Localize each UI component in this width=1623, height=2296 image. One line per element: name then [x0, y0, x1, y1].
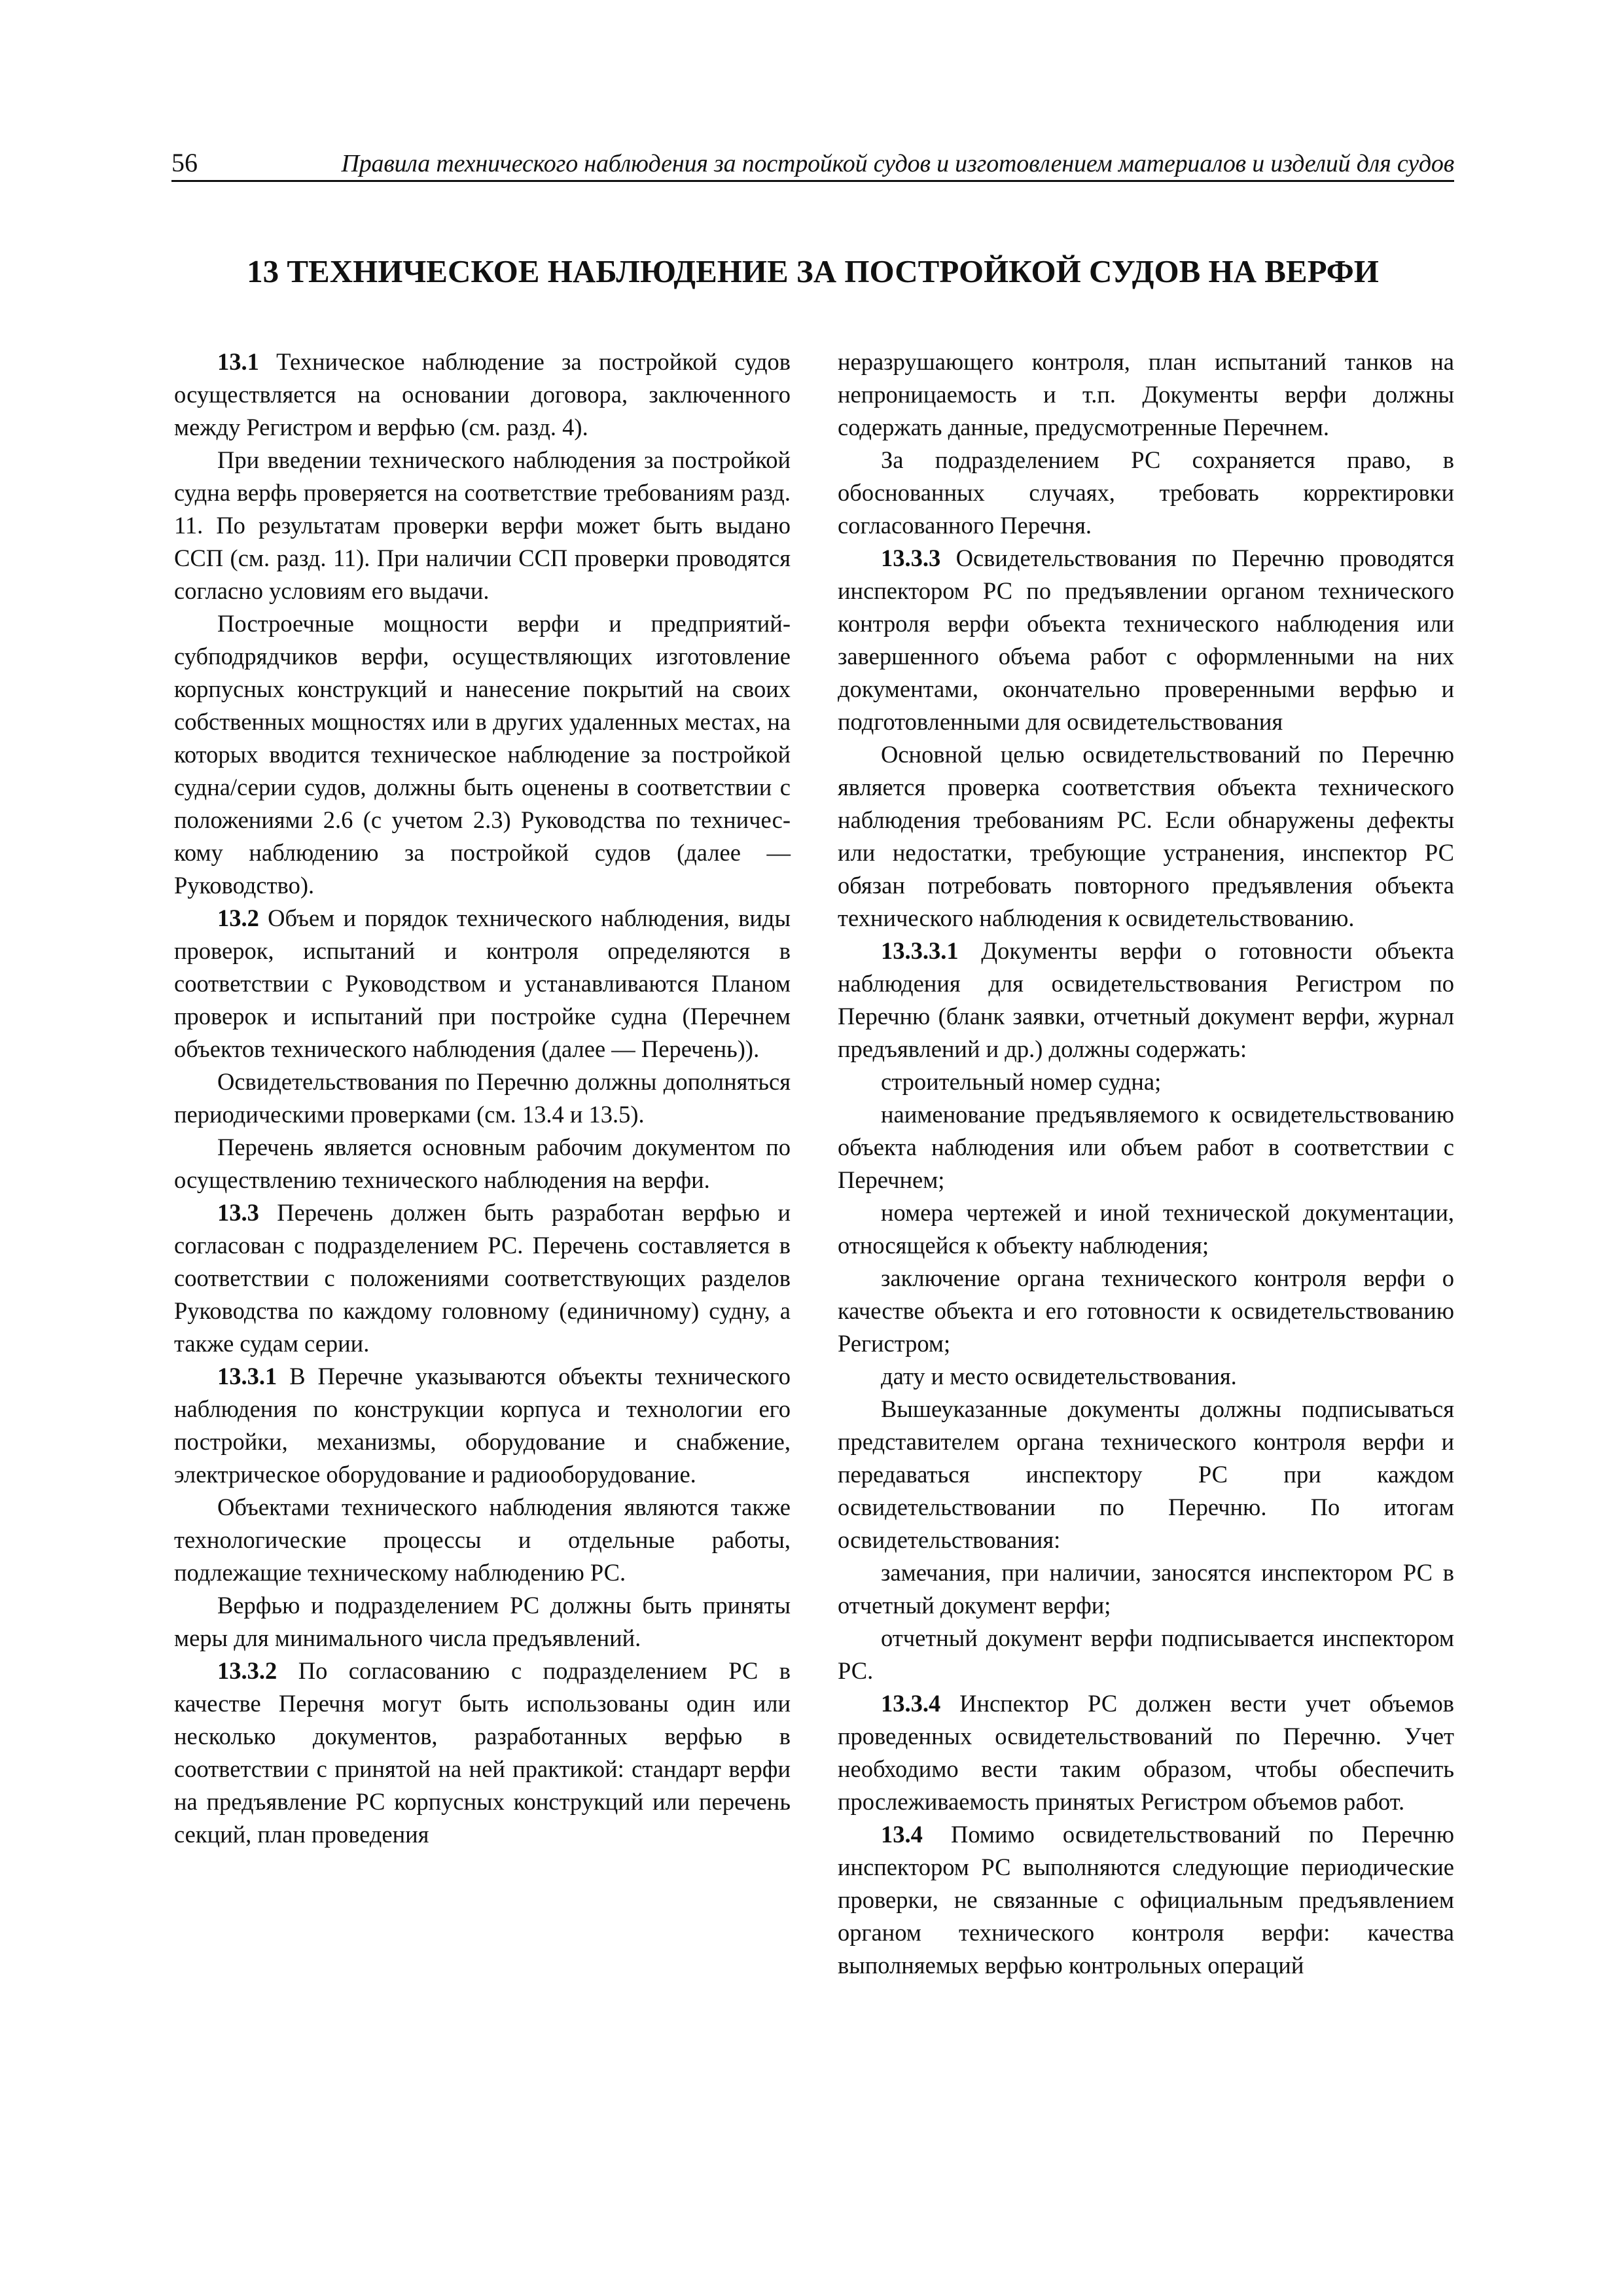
section-number: 13.1 — [217, 348, 259, 375]
chapter-title: 13 ТЕХНИЧЕСКОЕ НАБЛЮДЕНИЕ ЗА ПОСТРОЙКОЙ СУДОВ НА ВЕРФИ — [247, 253, 1379, 289]
paragraph — [838, 1196, 1454, 1262]
left-column — [174, 346, 791, 1982]
paragraph-text: Освидетельствования по Перечню должны дополняться периодическими проверками (см. 13.4 и 13.5). — [174, 1068, 791, 1128]
section-number: 13.3.4 — [881, 1690, 941, 1717]
paragraph — [174, 902, 791, 1066]
paragraph-text: неразрушающего контроля, план испытаний танков на непроницаемость и т.п. Документы верфи должны содержать данные, предусмотренные Перечнем. — [838, 348, 1454, 440]
section-number: 13.3.2 — [217, 1657, 277, 1684]
paragraph — [838, 346, 1454, 444]
paragraph-text: Объем и порядок технического наблюдения, виды проверок, испытаний и контроля определяются в соответствии с Руководством и устанавливаются Планом проверок и испытаний при постройке судна (Перечнем объектов технического наблюдения (далее — Перечень)). — [174, 905, 791, 1062]
paragraph — [838, 935, 1454, 1066]
section-number: 13.3.3.1 — [881, 937, 959, 964]
paragraph-text: Перечень является основным рабочим документом по осуществлению технического наблюдения на верфи. — [174, 1134, 791, 1193]
paragraph-text: Построечные мощности верфи и предприятий-субподрядчиков верфи, осуществляющих изготовление корпусных конструкций и нанесение покрытий на своих собственных мощностях или в других удаленных местах, на которых вводится техническое наблюдение за постройкой судна/серии судов, должны быть оценены в соответствии с положениями 2.6 (с учетом 2.3) Руководства по техническому наблюдению за постройкой судов (далее — Руководство). — [174, 610, 791, 899]
paragraph — [174, 346, 791, 444]
paragraph — [838, 1262, 1454, 1360]
paragraph-text: При введении технического наблюдения за постройкой судна верфь проверяется на соответствие требованиям разд. 11. По результатам проверки верфи может быть выдано ССП (см. разд. 11). При наличии ССП проверки проводятся согласно условиям его выдачи. — [174, 446, 791, 604]
paragraph — [174, 1131, 791, 1196]
paragraph-text: Основной целью освидетельствований по Перечню является проверка соответствия объекта технического наблюдения требованиям РС. Если обнаружены дефекты или недостатки, требующие устранения, инспектор РС обязан потребовать повторного предъявления объекта технического наблюдения к освидетельствованию. — [838, 741, 1454, 931]
paragraph — [174, 1589, 791, 1655]
paragraph — [838, 444, 1454, 542]
paragraph-text: Верфью и подразделением РС должны быть приняты меры для минимального числа предъявлений. — [174, 1592, 791, 1651]
paragraph-text: Перечень должен быть разработан верфью и согласован с подразделением РС. Перечень составляется в соответствии с положениями соответствующих разделов Руководства по каждому головному (единичному) судну, а также судам серии. — [174, 1199, 791, 1357]
right-column — [838, 346, 1454, 1982]
section-number: 13.3.1 — [217, 1363, 277, 1390]
section-number: 13.3 — [217, 1199, 259, 1226]
paragraph — [174, 1491, 791, 1589]
paragraph-text: наименование предъявляемого к освидетельствованию объекта наблюдения или объем работ в соответствии с Перечнем; — [838, 1101, 1454, 1193]
paragraph-text: номера чертежей и иной технической документации, относящейся к объекту наблюдения; — [838, 1199, 1454, 1259]
page-header — [171, 140, 1454, 182]
paragraph-text: В Перечне указываются объекты технического наблюдения по конструкции корпуса и технологии его постройки, механизмы, оборудование и снабжение, электрическое оборудование и радиооборудование. — [174, 1363, 791, 1488]
paragraph — [838, 1393, 1454, 1556]
paragraph-text: Объектами технического наблюдения являются также технологические процессы и отдельные работы, подлежащие техническому наблюдению РС. — [174, 1494, 791, 1586]
paragraph — [174, 1655, 791, 1851]
paragraph — [838, 1687, 1454, 1818]
paragraph-text: Техническое наблюдение за постройкой судов осуществляется на основании договора, заключенного между Регистром и верфью (см. разд. 4). — [174, 348, 791, 440]
paragraph-text: заключение органа технического контроля верфи о качестве объекта и его готовности к освидетельствованию Регистром; — [838, 1265, 1454, 1357]
paragraph-text: дату и место освидетельствования. — [881, 1363, 1237, 1390]
paragraph-text: Помимо освидетельствований по Перечню инспектором РС выполняются следующие периодические проверки, не связанные с официальным предъявлением органом технического контроля верфи: качества выполняемых верфью контрольных операций — [838, 1821, 1454, 1979]
paragraph — [838, 1066, 1454, 1098]
paragraph — [174, 444, 791, 607]
page-number: 56 — [171, 148, 198, 177]
paragraph-text: Инспектор РС должен вести учет объемов проведенных освидетельствований по Перечню. Учет необходимо вести таким образом, чтобы обеспечить прослеживаемость принятых Регистром объемов работ. — [838, 1690, 1454, 1815]
paragraph-text: За подразделением РС сохраняется право, в обоснованных случаях, требовать корректировки согласованного Перечня. — [838, 446, 1454, 539]
text-columns — [174, 346, 1454, 1982]
paragraph-text: Вышеуказанные документы должны подписываться представителем органа технического контроля верфи и передаваться инспектору РС при каждом освидетельствовании по Перечню. По итогам освидетельствования: — [838, 1395, 1454, 1553]
paragraph — [838, 1098, 1454, 1196]
paragraph — [174, 1196, 791, 1360]
paragraph-text: отчетный документ верфи подписывается инспектором РС. — [838, 1624, 1454, 1684]
paragraph-text: Освидетельствования по Перечню проводятся инспектором РС по предъявлении органом технического контроля верфи объекта технического наблюдения или завершенного объема работ с оформленными на них документами, окончательно проверенными верфью и подготовленными для освидетельствования — [838, 545, 1454, 735]
paragraph-text: Документы верфи о готовности объекта наблюдения для освидетельствования Регистром по Перечню (бланк заявки, отчетный документ верфи, журнал предъявлений и др.) должны содержать: — [838, 937, 1454, 1062]
paragraph — [174, 1066, 791, 1131]
paragraph — [838, 738, 1454, 935]
paragraph-text: строительный номер судна; — [881, 1068, 1162, 1095]
paragraph-text: По согласованию с подразделением РС в качестве Перечня могут быть использованы один или несколько документов, разработанных верфью в соответствии с принятой на ней практикой: стандарт верфи на предъявление РС корпусных конструкций или перечень секций, план проведения — [174, 1657, 791, 1848]
paragraph — [838, 542, 1454, 738]
paragraph — [838, 1556, 1454, 1622]
section-number: 13.3.3 — [881, 545, 941, 571]
running-title: Правила технического наблюдения за постройкой судов и изготовлением материалов и изделий для судов — [341, 150, 1454, 177]
section-number: 13.4 — [881, 1821, 923, 1848]
paragraph — [174, 607, 791, 902]
paragraph — [174, 1360, 791, 1491]
paragraph — [838, 1360, 1454, 1393]
paragraph-text: замечания, при наличии, заносятся инспектором РС в отчетный документ верфи; — [838, 1559, 1454, 1619]
paragraph — [838, 1622, 1454, 1687]
paragraph — [838, 1818, 1454, 1982]
section-number: 13.2 — [217, 905, 259, 931]
